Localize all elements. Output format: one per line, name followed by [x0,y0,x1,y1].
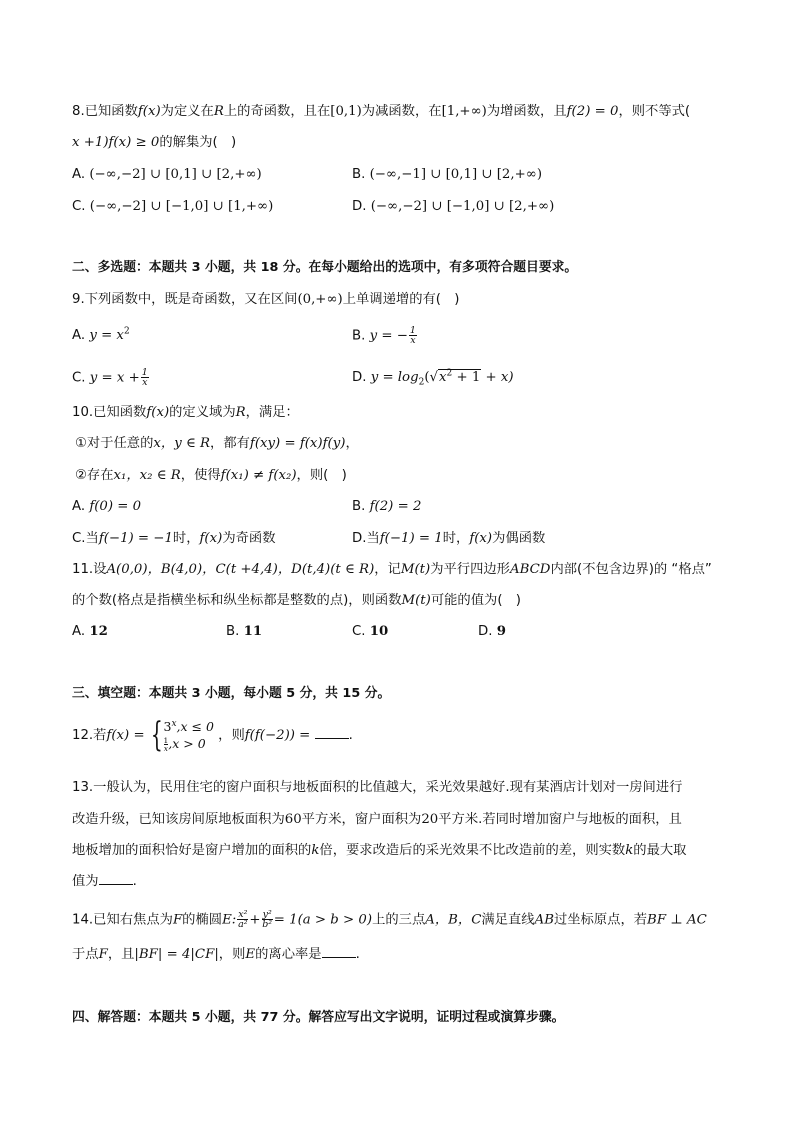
question-number: 10. [72,405,94,420]
question-13-line-4: 值为 . [72,874,137,889]
question-8-line-2: x +1)f(x) ≥ 0的解集为( ) [72,135,237,150]
question-13-line-3: 地板增加的面积恰好是窗户增加的面积的k倍，要求改造后的采光效果不比改造前的差，则实数k的最大取 [72,843,687,858]
question-8-line-1: 8.已知函数f(x)为定义在R上的奇函数，且在[0,1)为减函数，在[1,+∞)为增函数，且f(2) = 0，则不等式( [72,104,691,119]
question-number: 12. [72,728,94,743]
piecewise-definition [164,718,214,752]
option-10c: C.当f(−1) = −1时，f(x)为奇函数 [72,531,276,546]
piecewise-row-1: $3^x,x \le 0$ [163,718,214,734]
section-2-header: 二、多选题：本题共 3 小题，共 18 分。在每小题给出的选项中，有多项符合题目要求。 [72,260,578,275]
answer-blank[interactable] [315,726,349,739]
condition-1: ①对于任意的x，y ∈ R，都有f(xy) = f(x)f(y)， [75,436,359,451]
question-12: 12.若f(x) = { $3^x,x \le 0$ $\frac{1}{x}$ ,x > 0 ，则f(f(−2)) = . [72,715,353,755]
question-14-line-1: 14.已知右焦点为F的椭圆E: $\frac{\text{x²}}{\text{a²}}$ + $\frac{\text{y²}}{\text{b²}}$ = 1(a > b > 0)上的三点A，B，C满足直线AB过坐标原点，若BF ⊥ AC [72,909,707,930]
answer-blank[interactable] [99,872,133,885]
section-3-header: 三、填空题：本题共 3 小题，每小题 5 分，共 15 分。 [72,686,391,701]
option-11c: C. 10 [352,624,389,639]
sqrt-sign: √ [429,370,439,385]
option-11d: D. 9 [478,624,506,639]
question-13-line-1: 13.一般认为，民用住宅的窗户面积与地板面积的比值越大，采光效果越好.现有某酒店计划对一房间进行 [72,780,683,795]
fraction: $\frac{1}{x}$ [163,736,169,753]
question-9-stem: 9.下列函数中，既是奇函数，又在区间(0,+∞)上单调递增的有( ) [72,292,460,307]
option-9c: C. y = x + $\frac{1}{x}$ [72,367,148,388]
question-11-line-1: 11.设A(0,0)，B(4,0)，C(t +4,4)，D(t,4)(t ∈ R)，记M(t)为平行四边形ABCD内部(不包含边界)的 “格点” [72,562,712,577]
answer-blank[interactable] [322,945,356,958]
option-11b: B. 11 [226,624,263,639]
section-4-header: 四、解答题：本题共 5 小题，共 77 分。解答应写出文字说明，证明过程或演算步骤。 [72,1010,565,1025]
option-8b: B. (−∞,−1] ∪ [0,1] ∪ [2,+∞) [352,167,543,182]
question-number: 11. [72,562,94,577]
question-14-line-2: 于点F，且|BF| = 4|CF|，则E的离心率是 . [72,947,360,962]
option-10a: A. f(0) = 0 [72,499,142,514]
option-9d: D. $y = \log_2(√x^2 + 1 + x)$ [352,368,514,388]
fraction: $\frac{1}{x}$ [141,367,148,388]
option-10d: D.当f(−1) = 1时，f(x)为偶函数 [352,531,546,546]
option-9b: B. y = − $\frac{1}{x}$ [352,325,416,346]
piecewise-row-2: $\frac{1}{x}$ ,x > 0 [163,736,206,753]
question-13-line-2: 改造升级，已知该房间原地板面积为60平方米，窗户面积为20平方米.若同时增加窗户与地板的面积，且 [72,812,682,827]
fraction: $\frac{\text{y²}}{\text{b²}}$ [262,909,273,930]
fraction: $\frac{\text{x²}}{\text{a²}}$ [238,909,248,930]
option-8d: D. (−∞,−2] ∪ [−1,0] ∪ [2,+∞) [352,199,555,214]
question-11-line-2: 的个数(格点是指横坐标和纵坐标都是整数的点)，则函数M(t)可能的值为( ) [72,593,522,608]
option-11a: A. 12 [72,624,108,639]
question-number: 9. [72,292,85,307]
fraction: $\frac{1}{x}$ [409,325,416,346]
question-10-stem: 10.已知函数f(x)的定义域为R，满足： [72,405,299,420]
option-8a: A. (−∞,−2] ∪ [0,1] ∪ [2,+∞) [72,167,262,182]
condition-2: ②存在x₁，x₂ ∈ R，使得f(x₁) ≠ f(x₂)，则( ) [75,468,347,483]
piecewise-brace: { [150,715,163,755]
option-10b: B. f(2) = 2 [352,499,422,514]
question-number: 8. [72,104,85,119]
option-9a: A. $y = x^2$ [72,326,130,343]
question-number: 13. [72,780,94,795]
option-8c: C. (−∞,−2] ∪ [−1,0] ∪ [1,+∞) [72,199,274,214]
radicand: $x^2 + 1$ [439,368,481,385]
question-number: 14. [72,912,94,928]
